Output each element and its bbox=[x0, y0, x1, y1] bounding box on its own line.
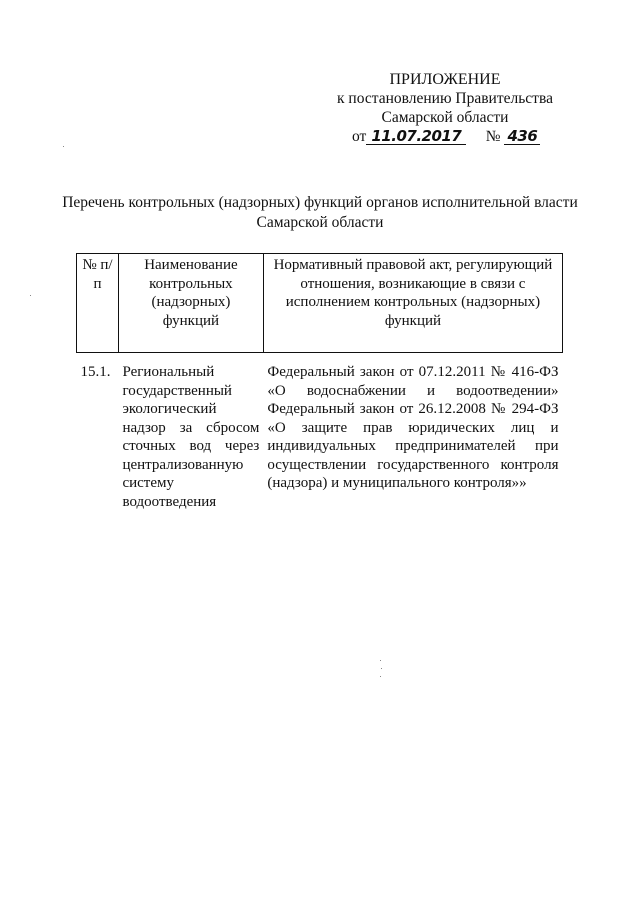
row-number: 15.1. bbox=[80, 364, 111, 380]
header-number: № п/п bbox=[77, 254, 119, 353]
appendix-title: ПРИЛОЖЕНИЕ bbox=[389, 71, 501, 88]
scan-speck bbox=[381, 668, 382, 669]
row-function: Региональный государственный экологический надзор за сбросом сточных вод через централизованную систему водоотведения bbox=[122, 364, 260, 510]
appendix-block bbox=[300, 70, 590, 146]
handwritten-number: 436 bbox=[504, 128, 540, 145]
table-row bbox=[77, 361, 563, 511]
scan-speck bbox=[63, 146, 64, 147]
appendix-date-number-line bbox=[300, 127, 590, 146]
header-legal-act: Нормативный правовой акт, регулирующий отношения, возникающие в связи с исполнением контрольных (надзорных) функций bbox=[263, 254, 562, 353]
from-label: от bbox=[352, 128, 367, 145]
document-title: Перечень контрольных (надзорных) функций органов исполнительной власти Самарской области bbox=[62, 194, 578, 231]
table-header-row bbox=[77, 254, 563, 353]
scan-speck bbox=[380, 660, 381, 661]
handwritten-date: 11.07.2017 bbox=[366, 128, 466, 145]
header-function-name: Наименование контрольных (надзорных) функций bbox=[118, 254, 263, 353]
appendix-line-decree: к постановлению Правительства bbox=[337, 90, 553, 107]
functions-table bbox=[76, 253, 563, 511]
scan-speck bbox=[30, 295, 31, 296]
number-label: № bbox=[485, 128, 501, 145]
scan-speck bbox=[380, 676, 381, 677]
row-legal-act: Федеральный закон от 07.12.2011 № 416-ФЗ «О водоснабжении и водоотведении» Федеральный закон от 26.12.2008 № 294-ФЗ «О защите прав юридических лиц и индивидуальных предпринимателей при осуществлении государственного контроля (надзора) и муниципального контроля»» bbox=[267, 364, 559, 491]
appendix-line-region: Самарской области bbox=[381, 109, 509, 126]
